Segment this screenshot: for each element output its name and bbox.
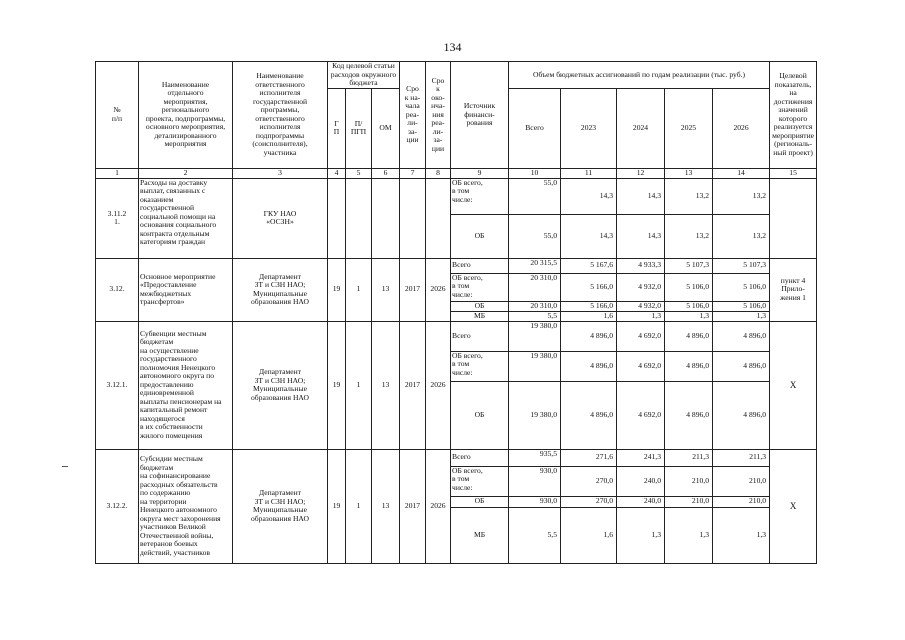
value-2025: 4 896,0: [665, 321, 713, 351]
target-indicator: Х: [770, 449, 817, 563]
code-om: 13: [372, 258, 400, 321]
value-total: 19 380,0: [509, 381, 561, 449]
end-year: 2026: [426, 449, 451, 563]
colnum: 5: [346, 168, 372, 178]
value-2025: 13,2: [665, 214, 713, 258]
source-label: ОБ всего, в том числе:: [451, 466, 509, 496]
value-total: 55,0: [509, 178, 561, 214]
source-label: ОБ всего, в том числе:: [451, 273, 509, 301]
colnum: 14: [713, 168, 770, 178]
row-number: 3.12.2.: [96, 449, 139, 563]
event-name: Основное мероприятие «Предоставление межбюджетных трансфертов»: [139, 258, 233, 321]
value-2023: 270,0: [561, 466, 617, 496]
executor: ГКУ НАО «ОСЗН»: [233, 178, 328, 258]
page-number: 134: [443, 40, 462, 54]
source-label: МБ: [451, 311, 509, 321]
source-label: ОБ всего, в том числе:: [451, 351, 509, 381]
code-gp: 19: [328, 449, 346, 563]
value-2026: 5 106,0: [713, 273, 770, 301]
header-target: Целевой показатель, на достижения значений которого реализуется мероприятие (региональ- ный проект): [770, 62, 817, 169]
value-2023: 5 167,6: [561, 258, 617, 273]
target-indicator: Х: [770, 321, 817, 449]
budget-table: [95, 61, 817, 564]
value-2023: 270,0: [561, 496, 617, 507]
colnum: 10: [509, 168, 561, 178]
end-year: 2026: [426, 321, 451, 449]
colnum: 8: [426, 168, 451, 178]
header-ppgp: П/ ПГП: [346, 88, 372, 168]
value-total: 5,5: [509, 311, 561, 321]
colnum: 1: [96, 168, 139, 178]
value-2024: 14,3: [617, 178, 665, 214]
colnum: 6: [372, 168, 400, 178]
value-2025: 210,0: [665, 466, 713, 496]
value-2026: 210,0: [713, 466, 770, 496]
code-ppgp: 1: [346, 449, 372, 563]
value-2025: 1,3: [665, 311, 713, 321]
value-2026: 1,3: [713, 507, 770, 563]
colnum: 2: [139, 168, 233, 178]
value-total: 20 310,0: [509, 273, 561, 301]
value-total: 20 310,0: [509, 301, 561, 311]
start-year: 2017: [400, 258, 426, 321]
colnum: 9: [451, 168, 509, 178]
value-2026: 5 107,3: [713, 258, 770, 273]
value-total: 20 315,5: [509, 258, 561, 273]
header-no: № п/п: [96, 62, 139, 169]
source-label: Всего: [451, 321, 509, 351]
value-2026: 13,2: [713, 178, 770, 214]
header-total: Всего: [509, 88, 561, 168]
executor: Департамент ЗТ и СЗН НАО; Муниципальные образования НАО: [233, 258, 328, 321]
header-2025: 2025: [665, 88, 713, 168]
colnum: 7: [400, 168, 426, 178]
event-name: Субвенции местным бюджетам на осуществление государственного полномочия Ненецкого автономного округа по предоставлению единовременной выплаты пенсионерам на капитальный ремонт находящегося в их собственности жилого помещения: [139, 321, 233, 449]
header-code-group: Код целевой статьи расходов окружного бюджета: [328, 62, 400, 89]
event-name: Расходы на доставку выплат, связанных с оказанием государственной социальной помощи на основания социального контракта отдельным категориям граждан: [139, 178, 233, 258]
target-indicator: пункт 4 Прило- жения 1: [770, 258, 817, 321]
source-label: Всего: [451, 449, 509, 466]
source-label: МБ: [451, 507, 509, 563]
header-2024: 2024: [617, 88, 665, 168]
value-2023: 5 166,0: [561, 301, 617, 311]
colnum: 11: [561, 168, 617, 178]
value-2023: 1,6: [561, 507, 617, 563]
value-2026: 5 106,0: [713, 301, 770, 311]
value-2024: 240,0: [617, 496, 665, 507]
value-2025: 5 107,3: [665, 258, 713, 273]
value-2024: 4 933,3: [617, 258, 665, 273]
executor: Департамент ЗТ и СЗН НАО; Муниципальные образования НАО: [233, 449, 328, 563]
code-gp: 19: [328, 258, 346, 321]
value-2026: 4 896,0: [713, 381, 770, 449]
header-source: Источник финанси- рования: [451, 62, 509, 169]
code-ppgp: 1: [346, 321, 372, 449]
value-2023: 4 896,0: [561, 381, 617, 449]
start-year: 2017: [400, 321, 426, 449]
value-2026: 1,3: [713, 311, 770, 321]
value-2024: 4 692,0: [617, 351, 665, 381]
value-2023: 14,3: [561, 178, 617, 214]
value-2026: 4 896,0: [713, 351, 770, 381]
value-2024: 4 932,0: [617, 301, 665, 311]
value-2024: 4 932,0: [617, 273, 665, 301]
value-2025: 210,0: [665, 496, 713, 507]
value-2023: 14,3: [561, 214, 617, 258]
value-2024: 4 692,0: [617, 381, 665, 449]
value-total: 930,0: [509, 496, 561, 507]
header-executor: Наименование ответственного исполнителя государственной программы, ответственного исполнителя подпрограммы (соисполнителя), участника: [233, 62, 328, 169]
value-2023: 4 896,0: [561, 321, 617, 351]
value-2025: 13,2: [665, 178, 713, 214]
colnum: 15: [770, 168, 817, 178]
header-volume-group: Объем бюджетных ассигнований по годам реализации (тыс. руб.): [509, 62, 770, 89]
header-2026: 2026: [713, 88, 770, 168]
source-label: ОБ: [451, 496, 509, 507]
source-label: ОБ: [451, 214, 509, 258]
header-end: Сро к око- нча- ния реа- ли- за- ции: [426, 62, 451, 169]
header-2023: 2023: [561, 88, 617, 168]
value-2023: 1,6: [561, 311, 617, 321]
source-label: ОБ: [451, 381, 509, 449]
colnum: 4: [328, 168, 346, 178]
value-2026: 210,0: [713, 496, 770, 507]
value-total: 5,5: [509, 507, 561, 563]
end-year: 2026: [426, 258, 451, 321]
value-2024: 14,3: [617, 214, 665, 258]
value-total: 930,0: [509, 466, 561, 496]
source-label: ОБ всего, в том числе:: [451, 178, 509, 214]
header-event-name: Наименование отдельного мероприятия, регионального проекта, подпрограммы, основного мероприятия, детализированного мероприятия: [139, 62, 233, 169]
source-label: ОБ: [451, 301, 509, 311]
value-total: 19 380,0: [509, 351, 561, 381]
value-2023: 5 166,0: [561, 273, 617, 301]
row-number: 3.11.2 1.: [96, 178, 139, 258]
value-2023: 4 896,0: [561, 351, 617, 381]
value-2024: 4 692,0: [617, 321, 665, 351]
value-2025: 5 106,0: [665, 301, 713, 311]
value-2024: 241,3: [617, 449, 665, 466]
value-2023: 271,6: [561, 449, 617, 466]
code-ppgp: 1: [346, 258, 372, 321]
value-total: 935,5: [509, 449, 561, 466]
value-2025: 5 106,0: [665, 273, 713, 301]
margin-mark: [62, 466, 68, 467]
value-total: 19 380,0: [509, 321, 561, 351]
value-2024: 1,3: [617, 507, 665, 563]
header-om: ОМ: [372, 88, 400, 168]
value-2025: 4 896,0: [665, 381, 713, 449]
row-number: 3.12.: [96, 258, 139, 321]
value-total: 55,0: [509, 214, 561, 258]
value-2026: 13,2: [713, 214, 770, 258]
value-2025: 4 896,0: [665, 351, 713, 381]
value-2026: 211,3: [713, 449, 770, 466]
colnum: 12: [617, 168, 665, 178]
code-om: 13: [372, 321, 400, 449]
source-label: Всего: [451, 258, 509, 273]
code-om: 13: [372, 449, 400, 563]
executor: Департамент ЗТ и СЗН НАО; Муниципальные образования НАО: [233, 321, 328, 449]
colnum: 3: [233, 168, 328, 178]
value-2024: 1,3: [617, 311, 665, 321]
start-year: 2017: [400, 449, 426, 563]
value-2026: 4 896,0: [713, 321, 770, 351]
colnum: 13: [665, 168, 713, 178]
header-start: Сро к на- чала реа- ли- за- ции: [400, 62, 426, 169]
value-2024: 240,0: [617, 466, 665, 496]
event-name: Субсидии местным бюджетам на софинансирование расходных обязательств по содержанию на территории Ненецкого автономного округа мест захоронения участников Великой Отечественной войны, ветеранов боевых действий, участников: [139, 449, 233, 563]
row-number: 3.12.1.: [96, 321, 139, 449]
code-gp: 19: [328, 321, 346, 449]
header-gp: Г П: [328, 88, 346, 168]
value-2025: 1,3: [665, 507, 713, 563]
value-2025: 211,3: [665, 449, 713, 466]
